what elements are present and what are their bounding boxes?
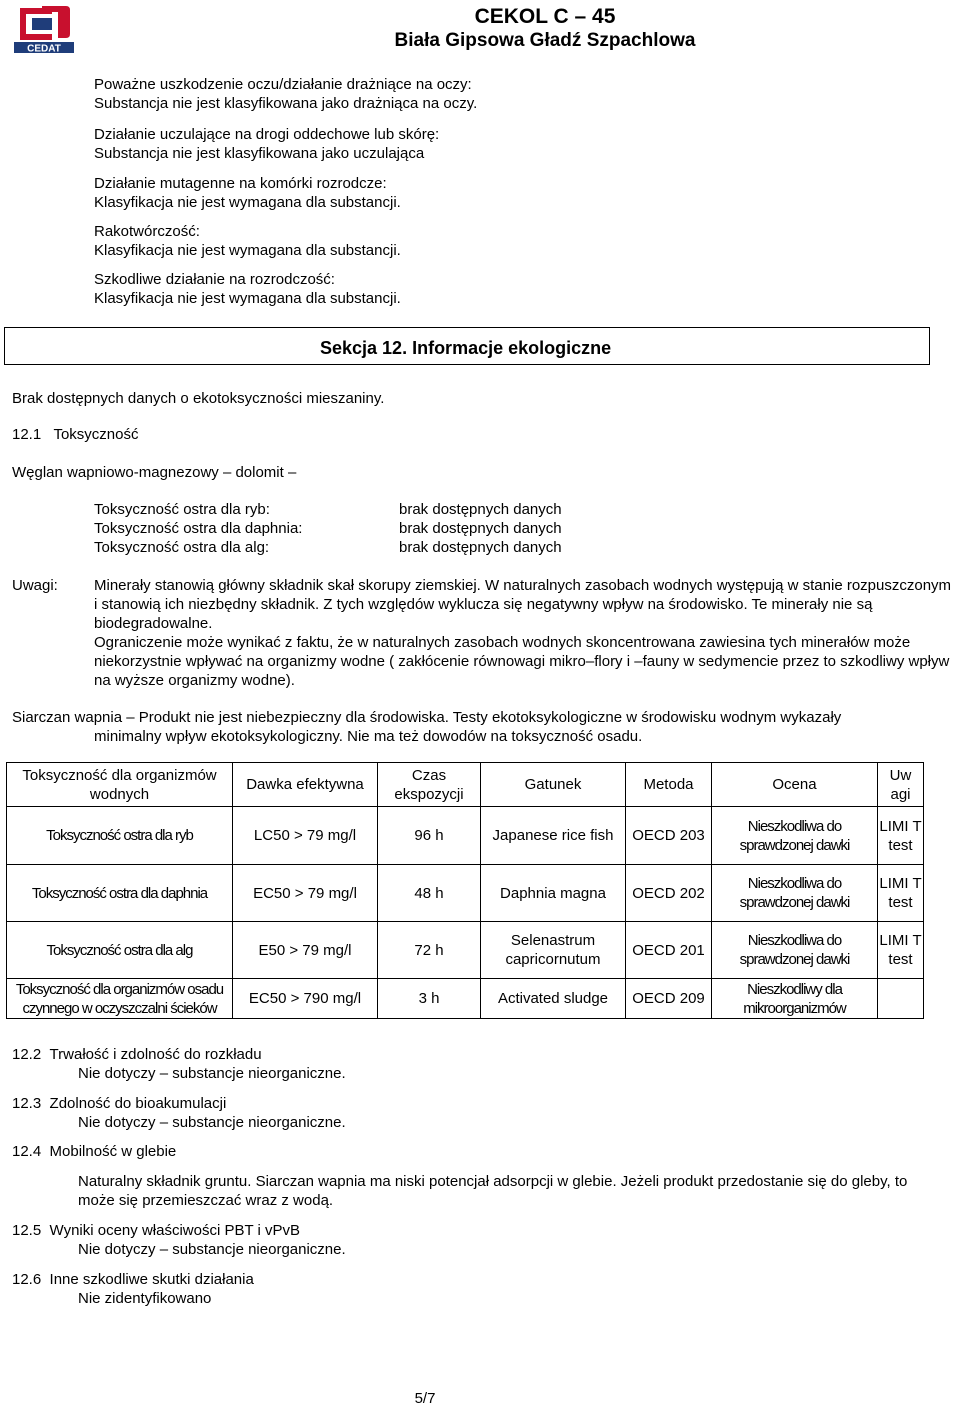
hazard-eye [94, 75, 934, 113]
table-cell: Nieszkodliwa do sprawdzonej dawki [712, 922, 878, 979]
logo-text: CEDAT [27, 43, 61, 54]
table-cell: OECD 202 [626, 865, 712, 922]
table-cell: LIMI T test [878, 922, 924, 979]
subsection-number: 12.2 [12, 1046, 42, 1063]
tox-label: Toksyczność ostra dla daphnia: [94, 520, 303, 537]
tox-value: brak dostępnych danych [399, 520, 562, 537]
product-name: Biała Gipsowa Gładź Szpachlowa [394, 30, 696, 51]
header-cell: Gatunek [481, 763, 626, 807]
table-cell: OECD 203 [626, 807, 712, 865]
table-row [7, 807, 924, 865]
uwagi-paragraph: Minerały stanowią główny składnik skał skorupy ziemskiej. W naturalnych zasobach wodnych występują w stanie rozpuszczonym i stanowią ich niezbędny składnik. Z tych względów wyklucza się negatywny wpływ na środowisko. Te minerały nie są biodegradowalne. [94, 577, 952, 632]
subsection-title: Inne szkodliwe skutki działania [49, 1271, 254, 1288]
subsection-12-6-heading [12, 1270, 254, 1289]
tox-value: brak dostępnych danych [399, 539, 562, 556]
dolomit-values [399, 500, 562, 557]
header-cell: Toksyczność dla organizmów wodnych [7, 763, 233, 807]
subsection-12-6-text: Nie zidentyfikowano [78, 1290, 212, 1307]
subsection-12-2-heading [12, 1045, 262, 1064]
table-cell: LIMI T test [878, 807, 924, 865]
subsection-12-3-heading [12, 1094, 226, 1113]
subsection-12-5-heading [12, 1221, 300, 1240]
table-row [7, 979, 924, 1019]
table-cell: LIMI T test [878, 865, 924, 922]
hazard-title: Poważne uszkodzenie oczu/działanie drażniące na oczy: [94, 76, 472, 93]
table-cell: 96 h [378, 807, 481, 865]
hazard-text: Substancja nie jest klasyfikowana jako uczulająca [94, 145, 425, 162]
hazard-title: Szkodliwe działanie na rozrodczość: [94, 271, 335, 288]
hazard-mutagenicity [94, 174, 934, 212]
table-cell: 72 h [378, 922, 481, 979]
tox-value: brak dostępnych danych [399, 501, 562, 518]
subsection-number: 12.4 [12, 1143, 42, 1160]
header-cell: Ocena [712, 763, 878, 807]
subsection-number: 12.5 [12, 1222, 42, 1239]
table-cell: Japanese rice fish [481, 807, 626, 865]
subsection-number: 12.3 [12, 1095, 42, 1112]
hazard-title: Rakotwórczość: [94, 223, 200, 240]
table-cell: Selenastrum capricornutum [481, 922, 626, 979]
table-cell: OECD 209 [626, 979, 712, 1019]
toxicity-table [6, 762, 924, 1019]
tox-label: Toksyczność ostra dla alg: [94, 539, 270, 556]
subsection-12-5-text: Nie dotyczy – substancje nieorganiczne. [78, 1241, 346, 1258]
table-cell: Toksyczność ostra dla ryb [7, 807, 233, 865]
header-cell: Metoda [626, 763, 712, 807]
table-header-row [7, 763, 924, 807]
subsection-12-3-text: Nie dotyczy – substancje nieorganiczne. [78, 1114, 346, 1131]
table-cell [878, 979, 924, 1019]
table-cell: 48 h [378, 865, 481, 922]
siarczan-line-1: Siarczan wapnia – Produkt nie jest niebezpieczny dla środowiska. Testy ekotoksykologiczne w środowisku wodnym wykazały [12, 709, 842, 726]
table-cell: LC50 > 79 mg/l [233, 807, 378, 865]
header-cell: Uw agi [878, 763, 924, 807]
table-cell: Nieszkodliwy dla mikroorganizmów [712, 979, 878, 1019]
tox-label: Toksyczność ostra dla ryb: [94, 501, 270, 518]
dolomit-name: Węglan wapniowo-magnezowy – dolomit – [12, 464, 297, 481]
hazard-title: Działanie uczulające na drogi oddechowe lub skórę: [94, 126, 440, 143]
uwagi-label: Uwagi: [12, 577, 58, 594]
subsection-title: Mobilność w glebie [49, 1143, 177, 1160]
header-cell: Czas ekspozycji [378, 763, 481, 807]
subsection-number: 12.1 [12, 426, 42, 443]
hazard-title: Działanie mutagenne na komórki rozrodcze: [94, 175, 387, 192]
header-cell: Dawka efektywna [233, 763, 378, 807]
uwagi-paragraph: Ograniczenie może wynikać z faktu, że w naturalnych zasobach wodnych skoncentrowana zawiesina tych minerałów może niekorzystnie wpływać na organizmy wodne ( zakłócenie równowagi mikro–flory i –fauny w sedymencie przez to szkodliwy wpływ na wyższe organizmy wodne). [94, 634, 950, 689]
table-cell: Daphnia magna [481, 865, 626, 922]
table-cell: Toksyczność ostra dla daphnia [7, 865, 233, 922]
hazard-text: Klasyfikacja nie jest wymagana dla substancji. [94, 290, 401, 307]
subsection-title: Wyniki oceny właściwości PBT i vPvB [49, 1222, 301, 1239]
table-cell: E50 > 79 mg/l [233, 922, 378, 979]
hazard-text: Klasyfikacja nie jest wymagana dla substancji. [94, 242, 401, 259]
hazard-text: Klasyfikacja nie jest wymagana dla substancji. [94, 194, 401, 211]
hazard-carcinogenicity [94, 222, 934, 260]
table-row [7, 865, 924, 922]
no-data-mixture: Brak dostępnych danych o ekotoksyczności mieszaniny. [12, 390, 385, 407]
page-number: 5/7 [414, 1390, 436, 1407]
table-cell: Nieszkodliwa do sprawdzonej dawki [712, 865, 878, 922]
subsection-12-2-text: Nie dotyczy – substancje nieorganiczne. [78, 1065, 346, 1082]
table-cell: EC50 > 790 mg/l [233, 979, 378, 1019]
table-cell: Nieszkodliwa do sprawdzonej dawki [712, 807, 878, 865]
document-header [360, 5, 730, 53]
subsection-number: 12.6 [12, 1271, 42, 1288]
subsection-12-4-text: Naturalny składnik gruntu. Siarczan wapnia ma niski potencjał adsorpcji w glebie. Jeżeli produkt przedostanie się do gleby, to może się przemieszczać wraz z wodą. [78, 1173, 908, 1209]
table-row [7, 922, 924, 979]
hazard-text: Substancja nie jest klasyfikowana jako drażniąca na oczy. [94, 95, 478, 112]
siarczan-line-2: minimalny wpływ ekotoksykologiczny. Nie ma też dowodów na toksyczność osadu. [94, 728, 643, 745]
dolomit-labels [94, 500, 302, 557]
table-cell: Toksyczność ostra dla alg [7, 922, 233, 979]
subsection-12-1 [12, 425, 138, 444]
cedat-logo [12, 4, 76, 54]
subsection-title: Toksyczność [53, 426, 139, 443]
hazard-reproduction [94, 270, 934, 308]
table-cell: 3 h [378, 979, 481, 1019]
table-cell: EC50 > 79 mg/l [233, 865, 378, 922]
cedat-logo-mark [12, 4, 76, 54]
product-code: CEKOL C – 45 [474, 5, 616, 28]
table-cell: OECD 201 [626, 922, 712, 979]
uwagi-text [94, 576, 954, 690]
table-cell: Toksyczność dla organizmów osadu czynnego w oczyszczalni ścieków [7, 979, 233, 1019]
subsection-12-4-heading [12, 1142, 176, 1161]
subsection-title: Trwałość i zdolność do rozkładu [49, 1046, 262, 1063]
hazard-sensitisation [94, 125, 934, 163]
table-cell: Activated sludge [481, 979, 626, 1019]
subsection-title: Zdolność do bioakumulacji [49, 1095, 227, 1112]
section-title: Sekcja 12. Informacje ekologiczne [320, 338, 612, 358]
